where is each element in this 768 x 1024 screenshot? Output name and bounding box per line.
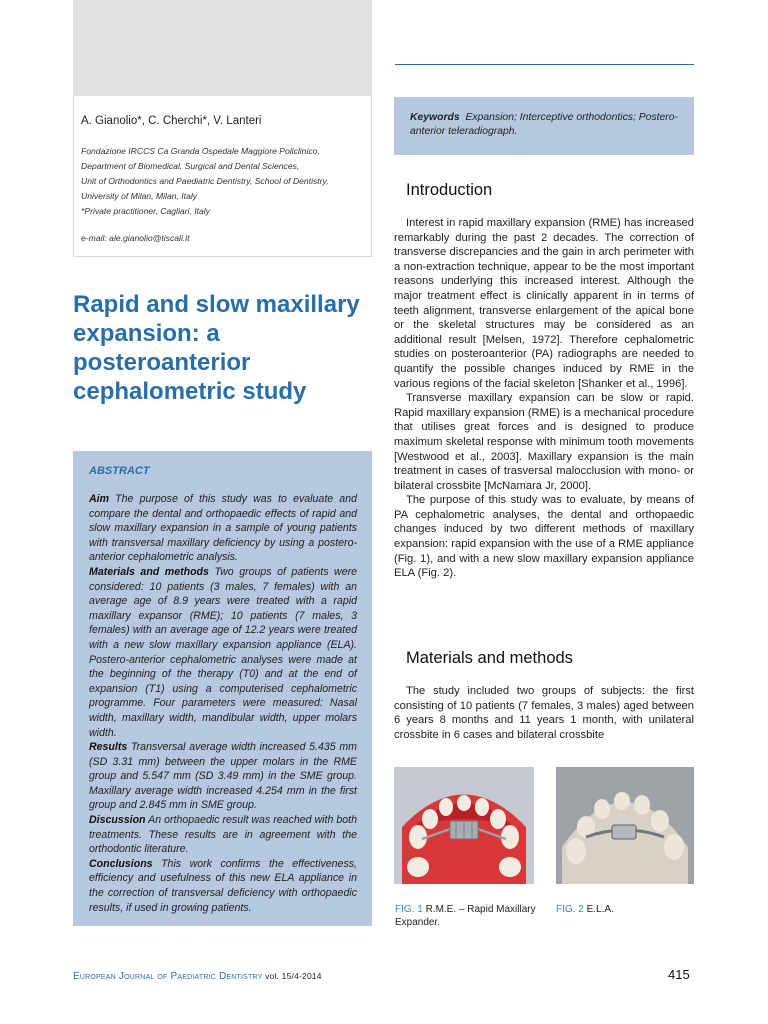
- paragraph: The study included two groups of subjects: the first consisting of 10 patients (7 females, 3 males) aged between 6 years 8 months and 11 years 1 month, with unilateral crossbite in 6 cases and bilateral crossbite: [394, 685, 694, 741]
- affiliation: [81, 144, 366, 219]
- figure-2-caption: [556, 903, 694, 916]
- rme-appliance-photo: [394, 767, 534, 884]
- abstract-heading: ABSTRACT: [89, 465, 150, 477]
- abstract-discussion: [89, 813, 357, 857]
- results-text: Transversal average width increased 5.435 mm (SD 3.31 mm) between the upper molars in the RME group and 5.547 mm (SD 3.49 mm) in the SME group. Maxillary average width increased 4.254 mm in the first group and 2.845 mm in SME group.: [89, 741, 357, 812]
- paragraph: Transverse maxillary expansion can be slow or rapid. Rapid maxillary expansion (RME) is a mechanical procedure that utilises great forces and is designed to produce maximum skeletal response with minimum tooth movements [Westwood et al., 2003]. Maxillary expansion is the main treatment in cases of trasversal malocclusion with mono- or bilateral crossbite [McNamara Jr, 2000].: [394, 392, 694, 492]
- aim-text: The purpose of this study was to evaluate and compare the dental and orthopaedic effects of rapid and slow maxillary expansion in a sample of young patients with transversal maxillary deficiency by using a postero-anterior cephalometric analysis.: [89, 493, 357, 564]
- abstract-results: [89, 740, 357, 813]
- introduction-body: [394, 216, 694, 581]
- methods-label: Materials and methods: [89, 565, 209, 578]
- article-title: Rapid and slow maxillary expansion: a posteroanterior cephalometric study: [73, 291, 360, 405]
- methods-body: [394, 684, 694, 742]
- header-rule: [395, 64, 694, 65]
- abstract-aim: [89, 492, 357, 565]
- figure-2-label: FIG. 2: [556, 904, 584, 915]
- journal-name: European Journal of Paediatric Dentistry: [73, 971, 263, 982]
- methods-heading: Materials and methods: [406, 649, 573, 667]
- affiliation-line: University of Milan, Milan, Italy: [81, 191, 198, 201]
- discussion-text: An orthopaedic result was reached with both treatments. These results are in agreement with the orthodontic literature.: [89, 814, 357, 856]
- affiliation-line: Fondazione IRCCS Ca Granda Ospedale Maggiore Policlinico,: [81, 146, 320, 156]
- keywords: [410, 111, 678, 139]
- affiliation-line: *Private practitioner, Cagliari, Italy: [81, 206, 210, 216]
- figure-2-caption-text: E.L.A.: [586, 904, 614, 915]
- aim-label: Aim: [89, 493, 110, 505]
- figure-2-image: [556, 767, 694, 884]
- figure-1-image: [394, 767, 534, 884]
- keywords-text: Expansion; Interceptive orthodontics; Postero-anterior teleradiograph.: [410, 112, 678, 137]
- methods-text: Two groups of patients were considered: 10 patients (3 males, 7 females) with an average age of 8.9 years were treated with a rapid maxillary expansor (RME); 10 patients (7 males, 3 females) with an average age of 12.2 years were treated with a new slow maxillary expansion appliance (ELA). Postero-anterior cephalometric analyses were made at the beginning of the therapy (T0) and at the end of expansion (T1) using a computerised cephalometric programme. Four parameters were measured: Nasal width, maxillary width, mandibular width, upper molars width.: [89, 565, 358, 739]
- keywords-label: Keywords: [410, 112, 460, 123]
- figure-1-caption-text: R.M.E. – Rapid Maxillary Expander.: [395, 904, 536, 928]
- ela-appliance-photo: [556, 767, 694, 884]
- figure-1-caption: [395, 903, 540, 929]
- paragraph: The purpose of this study was to evaluate, by means of PA cephalometric analyses, the dental and orthopaedic changes induced by two different methods of maxillary expansion: rapid expansion with the use of a RME appliance (Fig. 1), and with a new slow maxillary expansion appliance ELA (Fig. 2).: [394, 494, 694, 580]
- introduction-heading: Introduction: [406, 181, 493, 199]
- discussion-label: Discussion: [89, 814, 146, 827]
- affiliation-line: Unit of Orthodontics and Paediatric Dentistry, School of Dentistry,: [81, 176, 329, 186]
- page-number: 415: [668, 967, 690, 982]
- abstract-conclusions: [89, 857, 357, 915]
- journal-volume: vol. 15/4-2014: [265, 971, 322, 981]
- conclusions-text: This work confirms the effectiveness, efficiency and usefulness of this new ELA appliance in the correction of transversal deficiency with orthopaedic results, if used in growing patients.: [89, 857, 357, 914]
- header-gray-panel: [73, 0, 372, 96]
- paragraph: Interest in rapid maxillary expansion (RME) has increased remarkably during the past 2 decades. The correction of transverse discrepancies and the gain in arch perimeter with a non-extraction technique, appear to be the most important reasons underlying this increased interest. Although the major treatment effect is clinically apparent in in terms of teeth alignment, transverse enlargement of the apical bone or the skeletal structures may be considered as an additional result [Melsen, 1972]. Therefore cephalometric studies on posteroanterior (PA) radiographs are needed to quantify the possible changes induced by RME in the various regions of the facial skeleton [Shanker et al., 1996].: [394, 217, 694, 390]
- abstract-body: [89, 492, 357, 915]
- affiliation-line: Department of Biomedical, Surgical and Dental Sciences,: [81, 161, 300, 171]
- results-label: Results: [89, 741, 128, 754]
- journal-footer: [73, 971, 322, 982]
- authors: A. Gianolio*, C. Cherchi*, V. Lanteri: [81, 115, 262, 127]
- author-email: e-mail: ale.gianolio@tiscali.it: [81, 233, 190, 243]
- figure-1-label: FIG. 1: [395, 904, 423, 915]
- abstract-methods: [89, 565, 357, 740]
- conclusions-label: Conclusions: [89, 857, 153, 870]
